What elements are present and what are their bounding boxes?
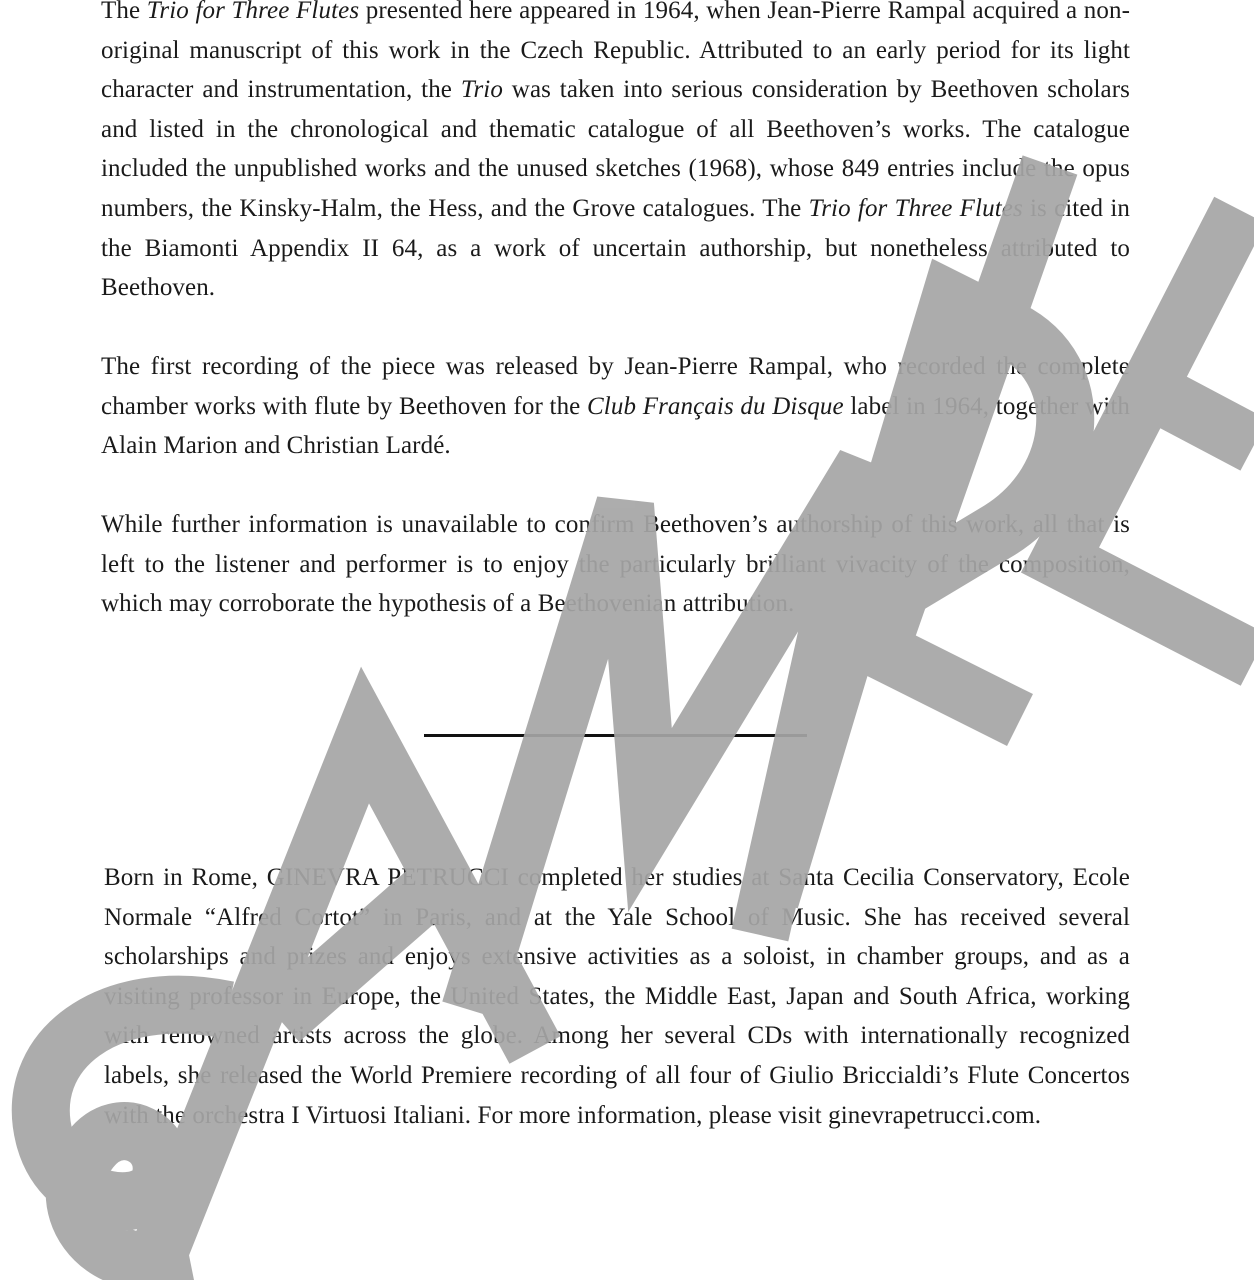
- italic-title-trio-for-three-flutes: Trio for Three Flutes: [808, 194, 1023, 222]
- paragraph-trio-history: [101, 0, 1130, 308]
- italic-title-trio: Trio: [460, 76, 503, 104]
- text-span: is cited in the Biamonti Appendix II 64, as a work of uncertain authorship, but nonetheless attributed to Beethoven.: [101, 194, 1131, 302]
- text-span: The first recording of the piece was released by Jean-Pierre Rampal, who recorded the complete chamber works with flute by Beethoven for the: [101, 353, 1130, 420]
- text-span: presented here appeared in 1964, when Jean-Pierre Rampal acquired a non-original manuscript of this work in the Czech Republic. Attributed to an early period for its light character and instrumentation, the: [101, 0, 1131, 104]
- paragraph-authorship: While further information is unavailable to confirm Beethoven’s authorship of this work, all that is left to the listener and performer is to enjoy the particularly brilliant vivacity of the composition, which may corroborate the hypothesis of a Beethovenian attribution.: [101, 511, 1130, 618]
- paragraph-performer-bio: Born in Rome, GINEVRA PETRUCCI completed her studies at Santa Cecilia Conservatory, Ecole Normale “Alfred Cortot” in Paris, and at the Yale School of Music. She has received several scholarships and prizes and enjoys extensive activities as a soloist, in chamber groups, and as a visiting professor in Europe, the United States, the Middle East, Japan and South Africa, working with renowned artists across the globe. Among her several CDs with internationally recognized labels, she released the World Premiere recording of all four of Giulio Briccialdi’s Flute Concertos with the orchestra I Virtuosi Italiani. For more information, please visit ginevrapetrucci.com.: [104, 864, 1130, 1129]
- italic-label-club-francais: Club Français du Disque: [587, 392, 844, 420]
- text-span: label in 1964, together with Alain Marion and Christian Lardé.: [101, 392, 1130, 460]
- text-span: was taken into serious consideration by Beethoven scholars and listed in the chronological and thematic catalogue of all Beethoven’s works. The catalogue included the unpublished works and the unused sketches (1968), whose 849 entries include the opus numbers, the Kinsky-Halm, the Hess, and the Grove catalogues. The: [101, 76, 1130, 222]
- section-divider: [424, 734, 807, 737]
- text-span: The: [101, 0, 147, 24]
- italic-title-trio-for-three-flutes: Trio for Three Flutes: [146, 0, 360, 24]
- paragraph-first-recording: [101, 347, 1130, 466]
